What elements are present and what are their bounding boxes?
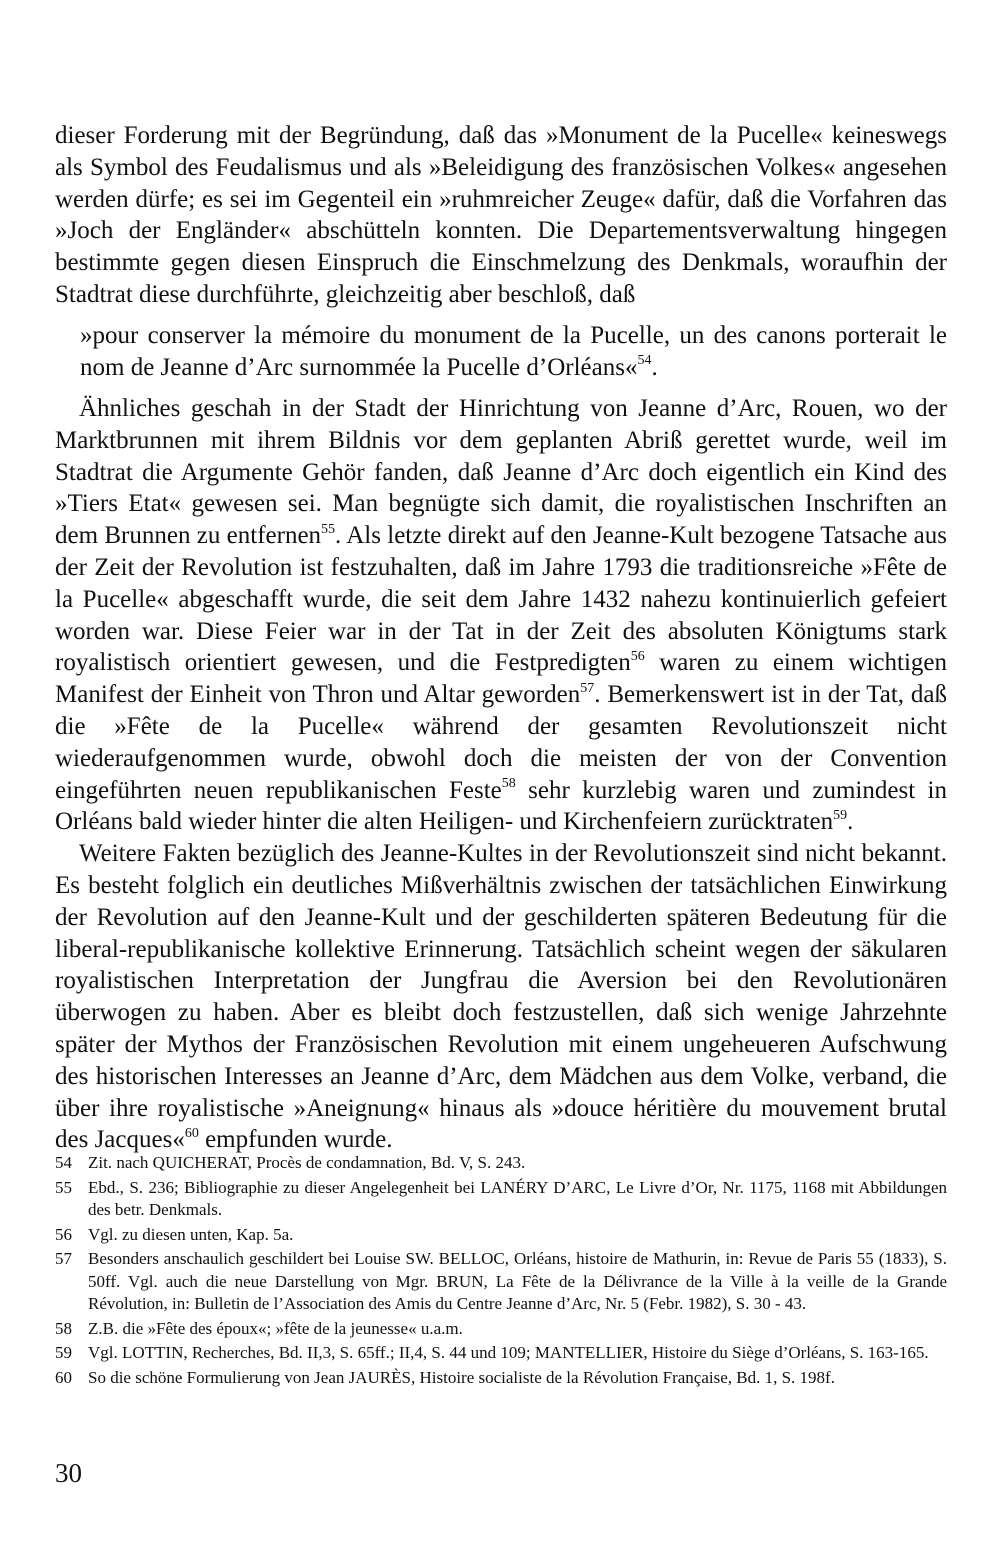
paragraph-text: empfunden wurde. <box>198 1126 393 1154</box>
footnote-text: Vgl. zu diesen unten, Kap. 5a. <box>88 1224 294 1244</box>
footnote-text: Vgl. LOTTIN, Recherches, Bd. II,3, S. 65ff.; II,4, S. 44 und 109; MANTELLIER, Histoire du Siège d’Orléans, S. 163-165. <box>88 1343 929 1362</box>
footnote-ref-59[interactable]: 59 <box>833 808 848 824</box>
paragraph-text: Ähnliches geschah in der Stadt der Hinrichtung von Jeanne d’Arc, Rouen, wo der Marktbrunnen mit ihrem Bildnis vor dem geplanten Abriß gerettet wurde, weil im Stadtrat die Argumente Gehör fanden, daß Jeanne d’Arc doch eigentlich ein Kind des »Tiers Etat« gewesen sei. Man begnügte sich damit, die royalistischen Inschriften an dem Brunnen zu entfernen <box>55 395 947 550</box>
body-paragraph-1 <box>55 120 947 311</box>
footnote-number: 58 <box>55 1318 72 1338</box>
footnote-57 <box>55 1248 947 1316</box>
footnote-number: 54 <box>55 1153 72 1172</box>
footnote-number: 60 <box>55 1367 72 1387</box>
paragraph-text: dieser Forderung mit der Begründung, daß das »Monument de la Pucelle« keineswegs als Symbol des Feudalismus und als »Beleidigung des französischen Volkes« angesehen werden dürfe; es sei im Gegenteil ein »ruhmreicher Zeuge« dafür, daß die Vorfahren das »Joch der Engländer« abschütteln konnten. Die Departementsverwaltung hingegen bestimmte gegen diesen Einspruch die Einschmelzung des Denkmals, woraufhin der Stadtrat diese durchführte, gleichzeitig aber beschloß, daß <box>55 122 947 308</box>
footnote-text: So die schöne Formulierung von Jean JAURÈS, Histoire socialiste de la Révolution Française, Bd. 1, S. 198f. <box>88 1367 835 1387</box>
footnote-58 <box>55 1318 947 1341</box>
paragraph-text: . <box>847 808 854 836</box>
paragraph-text: waren zu einem wichtigen Manifest der Einheit von Thron und Altar geworden <box>55 649 947 709</box>
footnote-60 <box>55 1367 947 1390</box>
footnote-ref-55[interactable]: 55 <box>321 521 336 537</box>
body-paragraph-3 <box>55 838 947 1156</box>
quote-text: »pour conserver la mémoire du monument de la Pucelle, un des canons porterait le nom de Jeanne d’Arc surnommée la Pucelle d’Orléans« <box>80 322 947 381</box>
body-paragraphs-main <box>55 393 947 1156</box>
paragraph-text: . Bemerkenswert ist in der Tat, daß die »Fête de la Pucelle« während der gesamten Revolutionszeit nicht wiederaufgenommen wurde, obwohl doch die meisten der von der Convention eingeführten neuen republikanischen Feste <box>55 681 947 804</box>
paragraph-text: sehr kurzlebig waren und zumindest in Orléans bald wieder hinter die alten Heiligen- und Kirchenfeiern zurücktraten <box>55 776 947 836</box>
page-number: 30 <box>55 1458 82 1488</box>
footnote-ref-58[interactable]: 58 <box>501 776 516 792</box>
quote-end: . <box>651 353 658 381</box>
footnote-ref-56[interactable]: 56 <box>630 649 645 665</box>
footnote-text: Ebd., S. 236; Bibliographie zu dieser Angelegenheit bei LANÉRY D’ARC, Le Livre d’Or, Nr. 1175, 1168 mit Abbildungen des betr. Denkmals. <box>88 1177 947 1219</box>
footnote-text: Besonders anschaulich geschildert bei Louise SW. BELLOC, Orléans, histoire de Mathurin, in: Revue de Paris 55 (1833), S. 50ff. Vgl. auch die neue Darstellung von Mgr. BRUN, La Fête de la Délivrance de la Ville à la veille de la Grande Révolution, in: Bulletin de l’Association des Amis du Centre Jeanne d’Arc, Nr. 5 (Febr. 1982), S. 30 - 43. <box>88 1249 947 1313</box>
footnote-number: 57 <box>55 1249 72 1268</box>
footnote-ref-60[interactable]: 60 <box>184 1126 199 1141</box>
footnote-ref-57[interactable]: 57 <box>580 680 595 696</box>
body-paragraph-2 <box>55 393 947 838</box>
footnote-54 <box>55 1152 947 1175</box>
footnote-59 <box>55 1342 947 1365</box>
footnote-text: Zit. nach QUICHERAT, Procès de condamnation, Bd. V, S. 243. <box>88 1153 526 1172</box>
footnote-number: 55 <box>55 1177 72 1197</box>
footnote-number: 59 <box>55 1343 72 1362</box>
footnote-56 <box>55 1224 947 1247</box>
footnotes <box>55 1152 947 1391</box>
footnote-number: 56 <box>55 1224 72 1244</box>
paragraph-text: . Als letzte direkt auf den Jeanne-Kult bezogene Tatsache aus der Zeit der Revolution ist festzuhalten, daß im Jahre 1793 die traditionsreiche »Fête de la Pucelle« abgeschafft wurde, die seit dem Jahre 1432 nahezu kontinuierlich gefeiert worden war. Diese Feier war in der Tat in der Zeit des absoluten Königtums stark royalistisch orientiert gewesen, und die Festpredigten <box>55 522 947 677</box>
block-quote <box>80 320 947 384</box>
footnote-ref-54[interactable]: 54 <box>637 353 652 369</box>
footnote-text: Z.B. die »Fête des époux«; »fête de la jeunesse« u.a.m. <box>88 1318 463 1338</box>
paragraph-text: Weitere Fakten bezüglich des Jeanne-Kultes in der Revolutionszeit sind nicht bekannt. Es besteht folglich ein deutliches Mißverhältnis zwischen der tatsächlichen Einwirkung der Revolution auf den Jeanne-Kult und der geschilderten späteren Bedeutung für die liberal-republikanische kollektive Erinnerung. Tatsächlich scheint wegen der säkularen royalistischen Interpretation der Jungfrau die Aversion bei den Revolutionären überwogen zu haben. Aber es bleibt doch festzustellen, daß sich wenige Jahrzehnte später der Mythos der Französischen Revolution mit einem ungeheueren Aufschwung des historischen Interesses an Jeanne d’Arc, dem Mädchen aus dem Volke, verband, die über ihre royalistische »Aneignung« hinaus als »douce héritière du mouvement brutal des Jacques« <box>55 840 947 1154</box>
footnote-55 <box>55 1177 947 1222</box>
